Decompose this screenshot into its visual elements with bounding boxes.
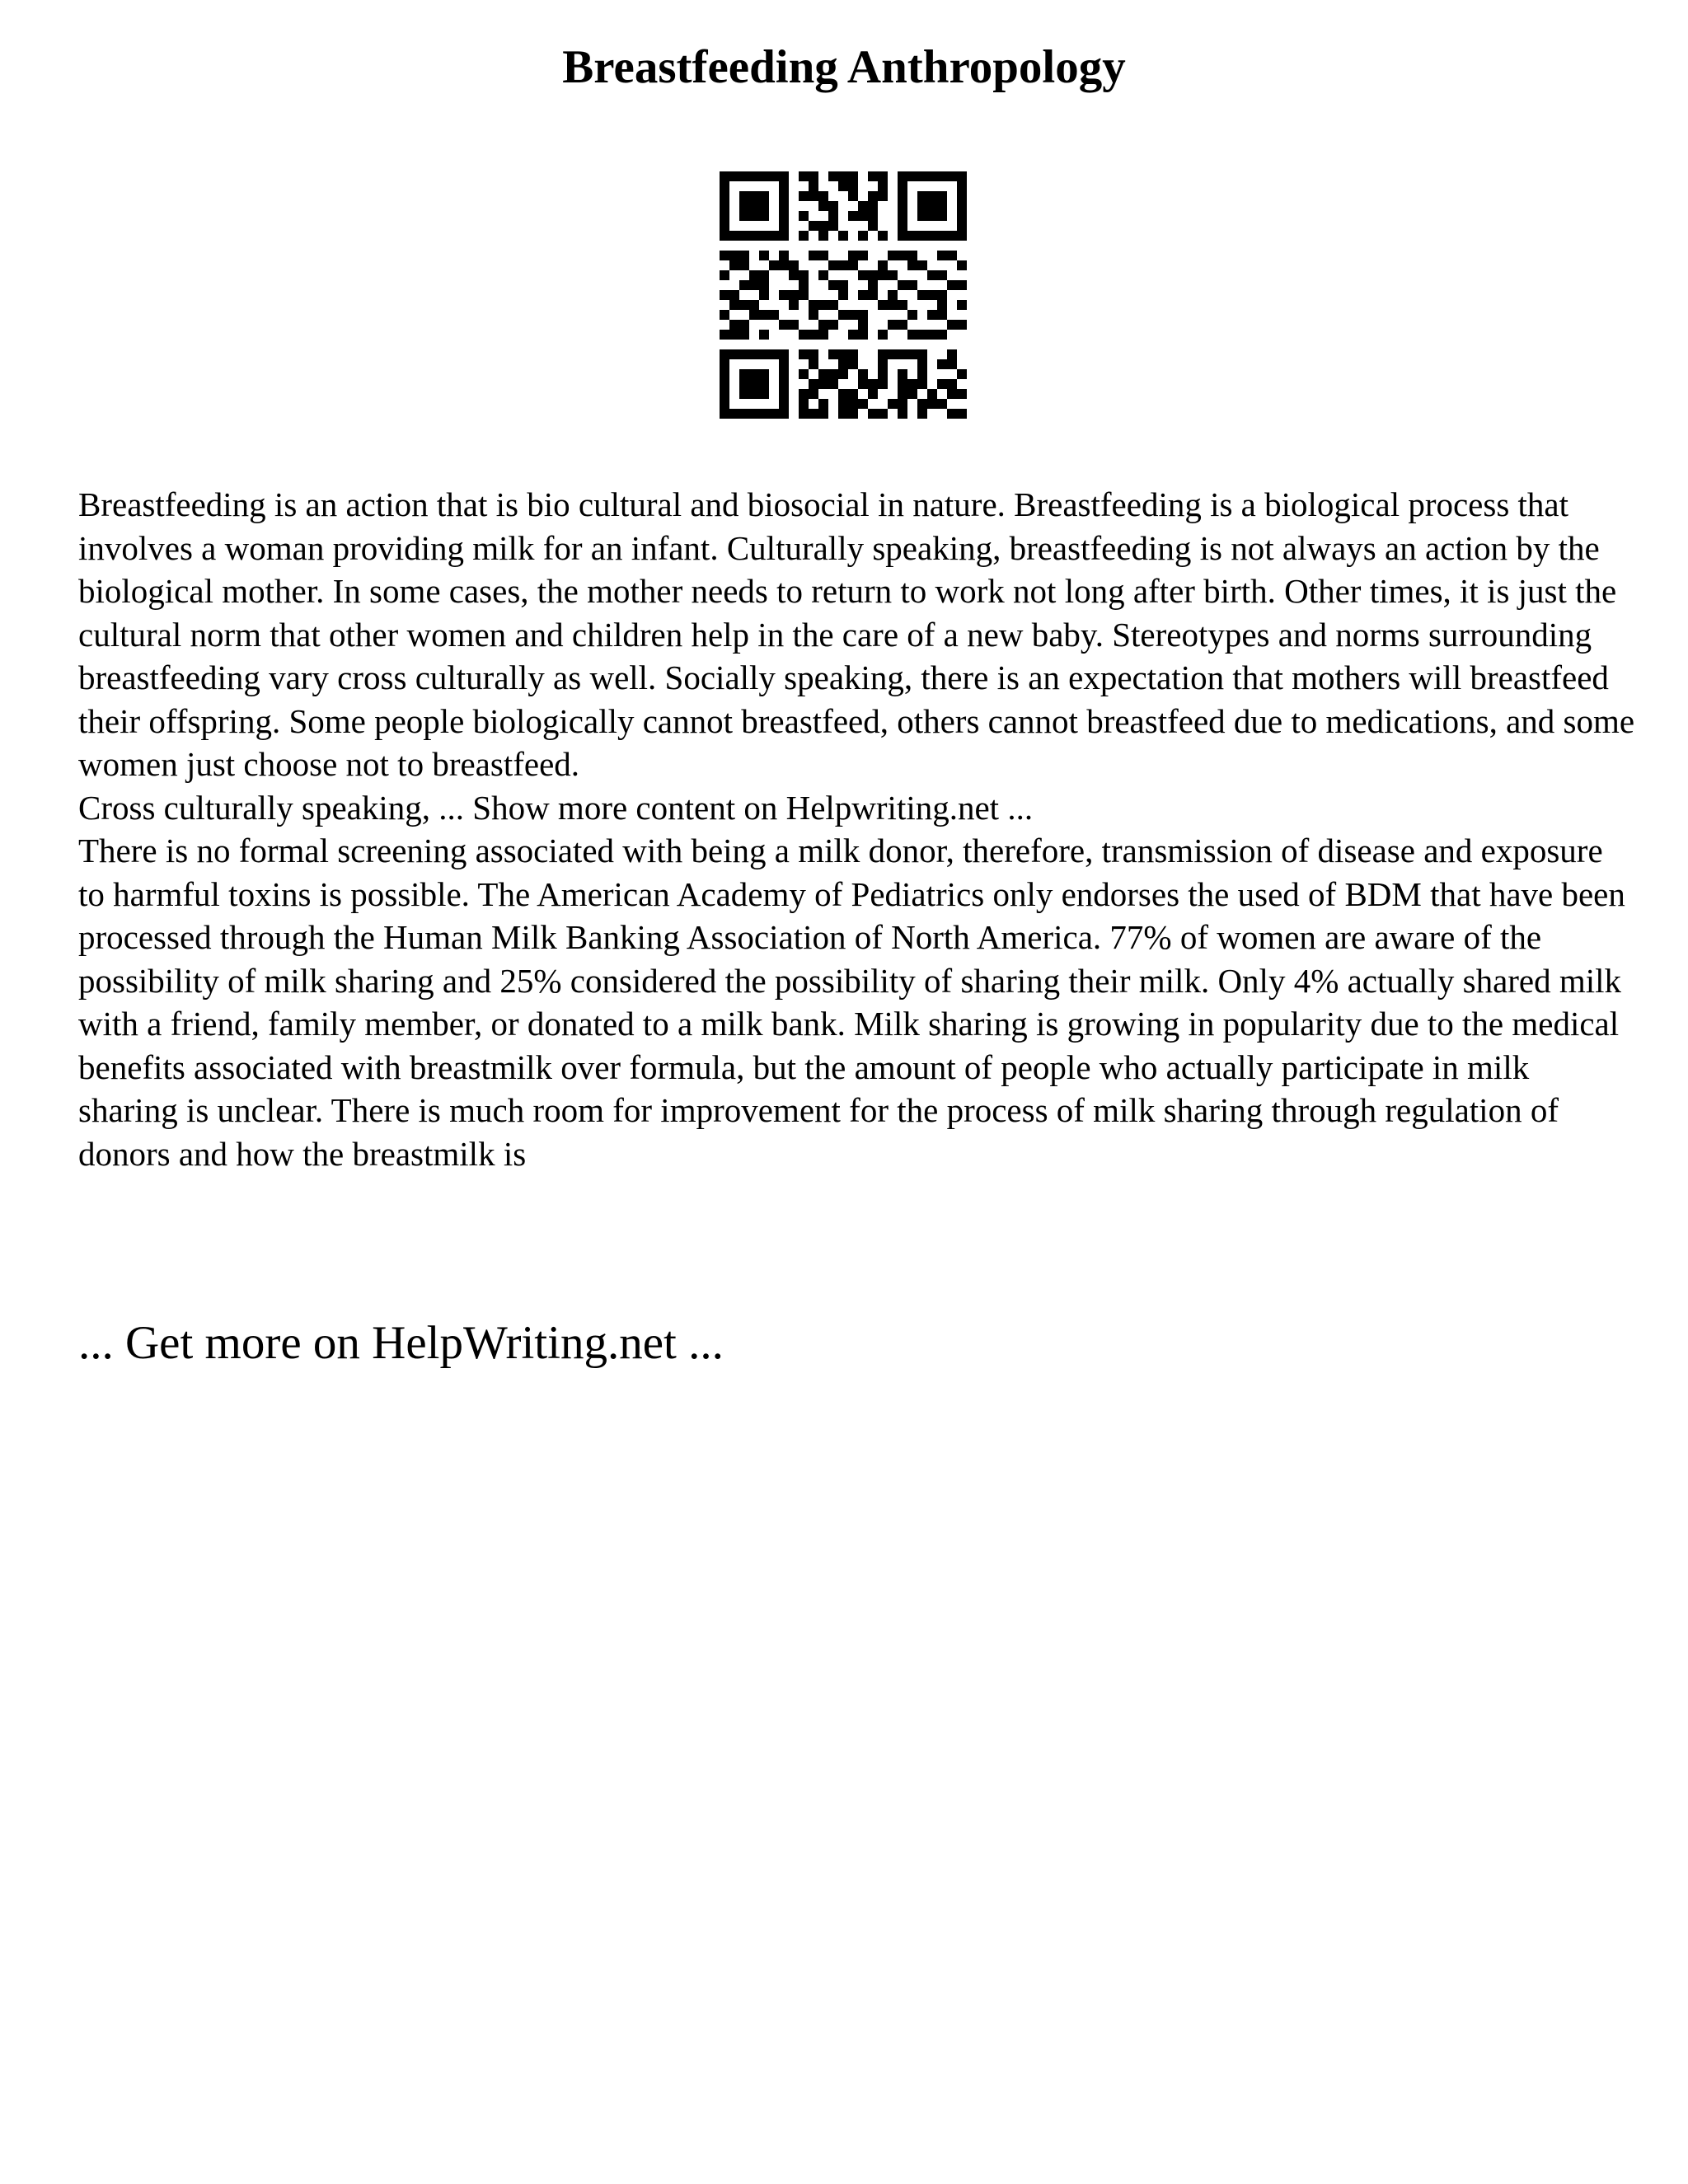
paragraph-show-more: Cross culturally speaking, ... Show more content on Helpwriting.net ... xyxy=(78,788,1034,827)
article-body xyxy=(78,483,1636,1175)
qr-code-icon xyxy=(720,171,967,419)
paragraph-milk-sharing: There is no formal screening associated with being a milk donor, therefore, transmission of disease and exposure to harmful toxins is possible. The American Academy of Pediatrics only endorses the used of BDM that have been processed through the Human Milk Banking Association of North America. 77% of women are aware of the possibility of milk sharing and 25% considered the possibility of sharing their milk. Only 4% actually shared milk with a friend, family member, or donated to a milk bank. Milk sharing is growing in popularity due to the medical benefits associated with breastmilk over formula, but the amount of people who actually participate in milk sharing is unclear. There is much room for improvement for the process of milk sharing through regulation of donors and how the breastmilk is xyxy=(78,832,1625,1173)
get-more-link[interactable]: ... Get more on HelpWriting.net ... xyxy=(78,1317,724,1369)
page-title: Breastfeeding Anthropology xyxy=(562,41,1126,93)
paragraph-intro: Breastfeeding is an action that is bio cultural and biosocial in nature. Breastfeeding is a biological process that involves a woman providing milk for an infant. Culturally speaking, breastfeeding is not always an action by the biological mother. In some cases, the mother needs to return to work not long after birth. Other times, it is just the cultural norm that other women and children help in the care of a new baby. Stereotypes and norms surrounding breastfeeding vary cross culturally as well. Socially speaking, there is an expectation that mothers will breastfeed their offspring. Some people biologically cannot breastfeed, others cannot breastfeed due to medications, and some women just choose not to breastfeed. xyxy=(78,485,1635,783)
